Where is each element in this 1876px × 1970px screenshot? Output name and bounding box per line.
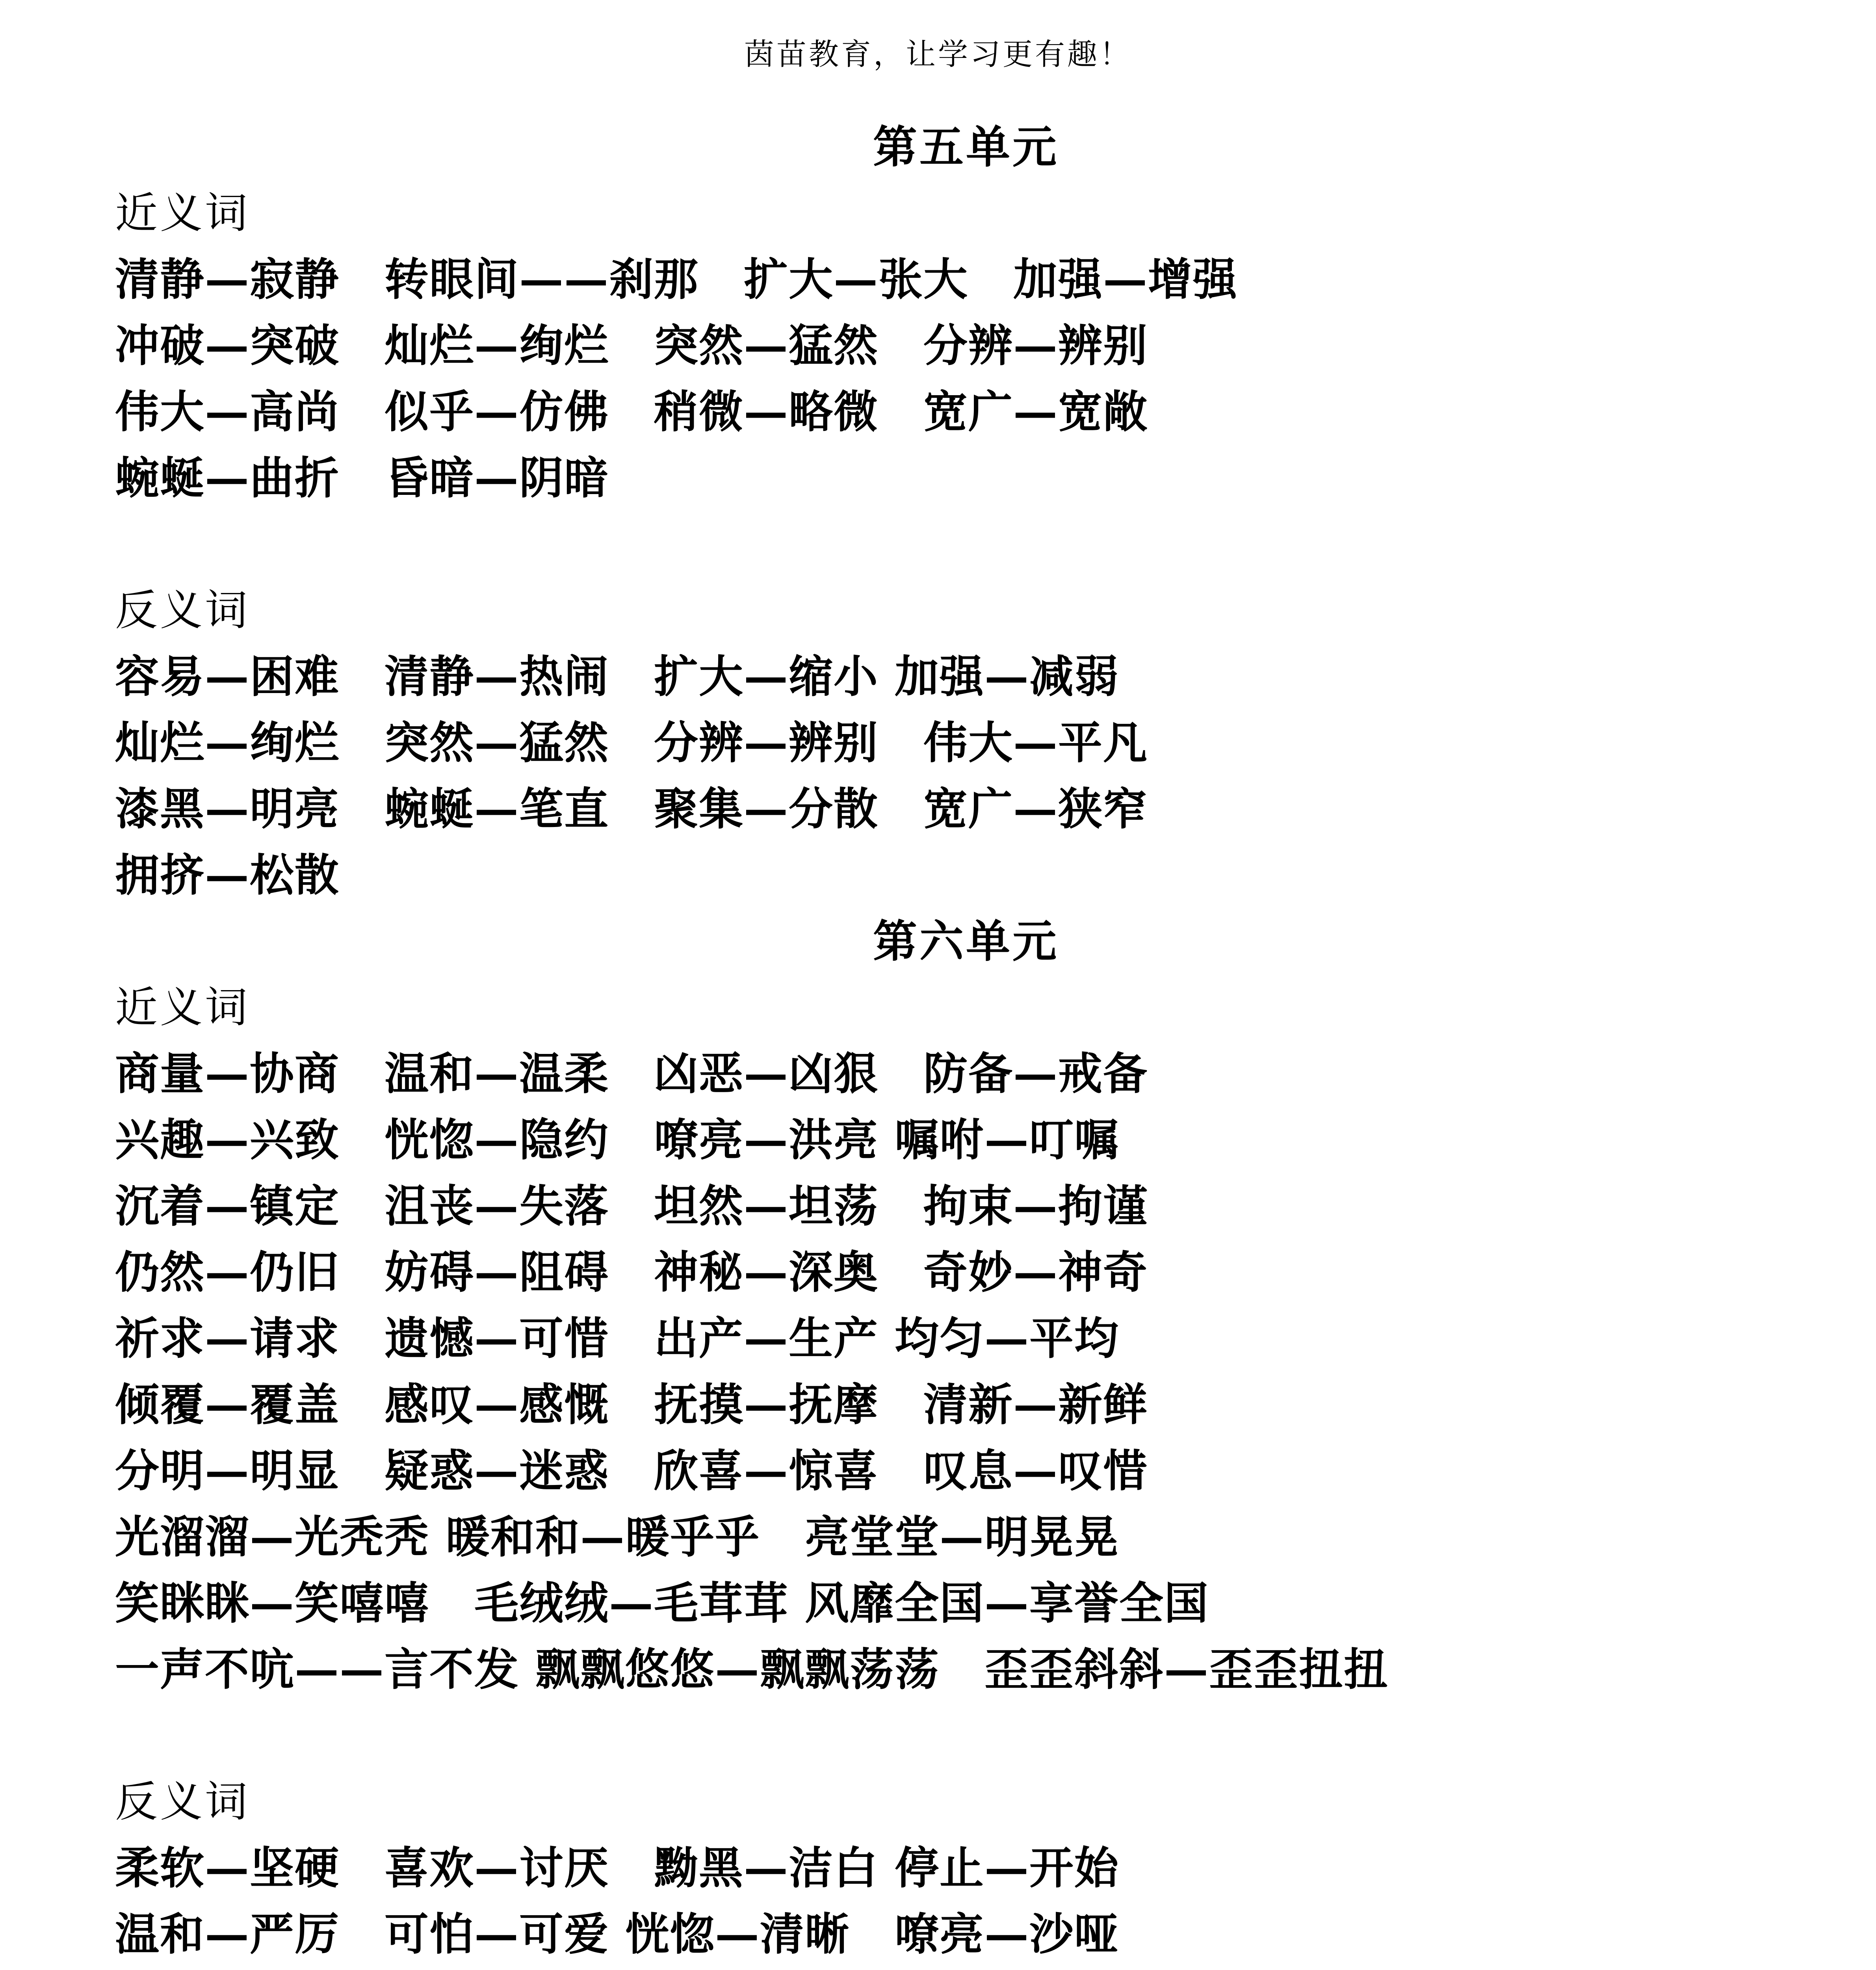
- unit6-synonyms-row: 光溜溜—光秃秃 暖和和—暖乎乎 亮堂堂—明晃晃: [115, 1511, 1119, 1563]
- page-header: 茵苗教育，让学习更有趣！: [744, 37, 1132, 72]
- unit6-synonyms-row: 一声不吭——言不发 飘飘悠悠—飘飘荡荡 歪歪斜斜—歪歪扭扭: [115, 1644, 1389, 1695]
- unit6-synonyms-row: 商量—协商 温和—温柔 凶恶—凶狠 防备—戒备: [115, 1048, 1148, 1100]
- unit6-antonyms-row: [115, 1968, 1809, 1970]
- page-content: [115, 114, 1809, 1970]
- unit5-synonyms-row: 冲破—突破 灿烂—绚烂 突然—猛然 分辨—辨别: [115, 320, 1148, 372]
- unit6-synonyms-row: 倾覆—覆盖 感叹—感慨 抚摸—抚摩 清新—新鲜: [115, 1379, 1148, 1431]
- unit5-title: 第五单元: [873, 121, 1059, 173]
- unit6-antonyms-label: 反义词: [115, 1777, 250, 1827]
- unit5-antonyms-row: 灿烂—绚烂 突然—猛然 分辨—辨别 伟大—平凡: [115, 717, 1148, 769]
- unit5-synonyms-row: 蜿蜒—曲折 昏暗—阴暗: [115, 452, 609, 504]
- unit5-synonyms-row: 伟大—高尚 似乎—仿佛 稍微—略微 宽广—宽敞: [115, 386, 1148, 438]
- unit5-antonyms-label: 反义词: [115, 586, 250, 635]
- unit5-antonyms-row: 容易—困难 清静—热闹 扩大—缩小 加强—减弱: [115, 651, 1119, 703]
- unit6-synonyms-label: 近义词: [115, 983, 250, 1032]
- unit6-antonyms-row: 柔软—坚硬 喜欢—讨厌 黝黑—洁白 停止—开始: [115, 1842, 1119, 1894]
- unit6-synonyms-row: 笑眯眯—笑嘻嘻 毛绒绒—毛茸茸 风靡全国—享誉全国: [115, 1578, 1209, 1629]
- unit6-synonyms-row: 沉着—镇定 沮丧—失落 坦然—坦荡 拘束—拘谨: [115, 1180, 1148, 1232]
- unit5-synonyms-label: 近义词: [115, 189, 250, 238]
- unit6-synonyms-row: 仍然—仍旧 妨碍—阻碍 神秘—深奥 奇妙—神奇: [115, 1247, 1148, 1298]
- unit6-synonyms-row: 分明—明显 疑惑—迷惑 欣喜—惊喜 叹息—叹惜: [115, 1445, 1148, 1497]
- unit5-antonyms-row: 拥挤—松散: [115, 849, 340, 901]
- unit6-antonyms-row: 温和—严厉 可怕—可爱 恍惚—清晰 嘹亮—沙哑: [115, 1909, 1119, 1960]
- unit5-antonyms-row: 漆黑—明亮 蜿蜒—笔直 聚集—分散 宽广—狭窄: [115, 783, 1148, 835]
- unit6-title: 第六单元: [873, 916, 1059, 967]
- unit5-synonyms-row: 清静—寂静 转眼间——刹那 扩大—张大 加强—增强: [115, 254, 1238, 305]
- unit6-synonyms-row: 兴趣—兴致 恍惚—隐约 嘹亮—洪亮 嘱咐—叮嘱: [115, 1114, 1119, 1166]
- section-spacer: [115, 1703, 1809, 1769]
- section-spacer: [115, 511, 1809, 578]
- unit6-synonyms-row: 祈求—请求 遗憾—可惜 出产—生产 均匀—平均: [115, 1313, 1119, 1364]
